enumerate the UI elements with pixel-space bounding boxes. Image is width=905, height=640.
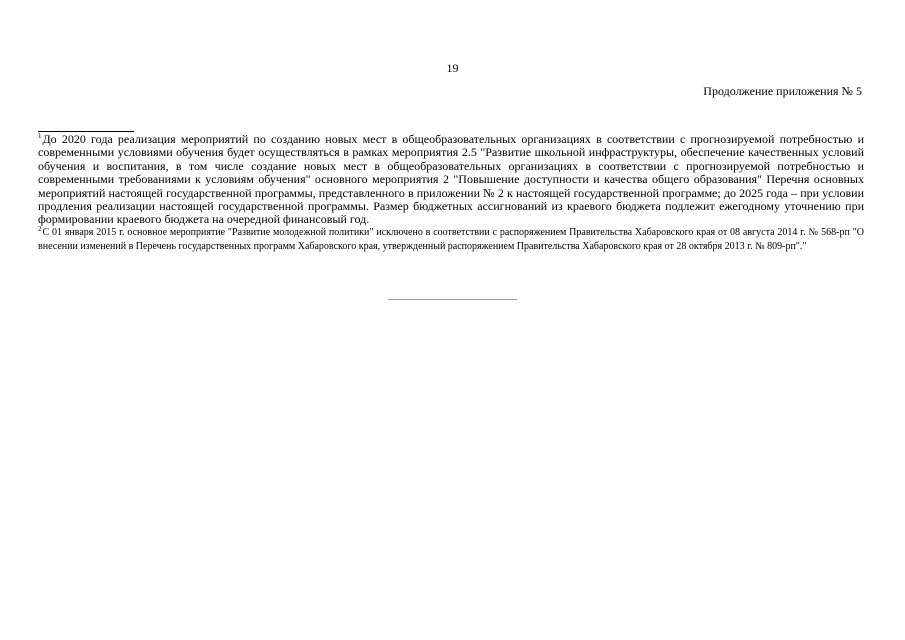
page-number: 19: [446, 61, 459, 75]
footnote-2-text: С 01 января 2015 г. основное мероприятие "Развитие молодежной политики" исключено в соответствии с распоряжением Правительства Хабаровского края от 08 августа 2014 г. № 568-рп "О внесении изменений в Перечень государственных программ Хабаровского края, утвержденный распоряжением Правительства Хабаровского края от 28 октября 2013 г. № 809-рп".": [38, 227, 864, 252]
appendix-continuation-label: Продолжение приложения № 5: [703, 84, 862, 98]
end-of-section-line: [388, 299, 517, 300]
footnote-1: [38, 133, 864, 227]
footnote-2-marker: 2: [38, 224, 42, 233]
footnote-2: [38, 226, 864, 253]
footnote-1-marker: 1: [38, 132, 42, 140]
footnote-1-text: До 2020 года реализация мероприятий по созданию новых мест в общеобразовательных организациях в соответствии с прогнозируемой потребностью и современными условиями обучения будет осуществляться в рамках мероприятия 2.5 "Развитие школьной инфраструктуры, обеспечение качественных условий обучения и воспитания, в том числе создание новых мест в общеобразовательных организациях в соответствии с прогнозируемой потребностью и современными требованиями к условиям обучения" основного мероприятия 2 "Повышение доступности и качества общего образования" Перечня основных мероприятий настоящей государственной программы, представленного в приложении № 2 к настоящей государственной программе; до 2025 года – при условии продления реализации настоящей государственной программы. Размер бюджетных ассигнований из краевого бюджета подлежит ежегодному уточнению при формировании краевого бюджета на очередной финансовый год.: [38, 132, 864, 227]
